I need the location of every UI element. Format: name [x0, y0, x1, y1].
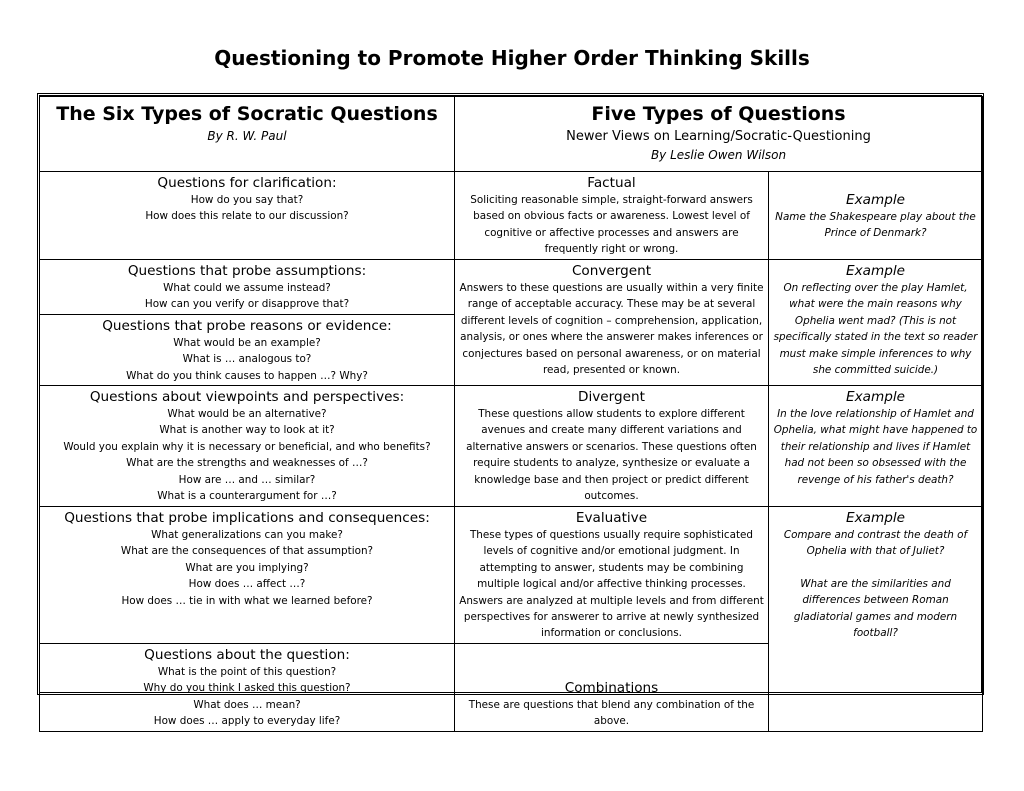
- socratic-line: How does … tie in with what we learned before?: [121, 594, 373, 607]
- socratic-cell-viewpoints: [40, 386, 455, 507]
- type-cell-convergent: [455, 260, 769, 386]
- type-name: Divergent: [578, 389, 645, 406]
- socratic-cell-question: [40, 643, 455, 731]
- left-header-title: The Six Types of Socratic Questions: [56, 103, 438, 125]
- example-label: Example: [846, 389, 905, 406]
- left-header-author: By R. W. Paul: [207, 129, 287, 143]
- socratic-line: What would be an alternative?: [167, 408, 327, 421]
- type-name: Combinations: [564, 680, 659, 697]
- right-header-subtitle: Newer Views on Learning/Socratic-Questioning: [566, 129, 871, 144]
- type-description: Soliciting reasonable simple, straight-forward answers based on obvious facts or awareness. Lowest level of cognitive or affective processes and answers are frequently right or wrong.: [470, 194, 753, 256]
- socratic-line: How does … affect …?: [188, 578, 306, 591]
- socratic-line: What are the strengths and weaknesses of …?: [126, 457, 368, 470]
- type-name: Evaluative: [575, 510, 648, 527]
- example-label: Example: [846, 263, 905, 279]
- type-cell-factual: [455, 172, 769, 260]
- example-cell-convergent: [769, 260, 983, 386]
- table-row: [40, 260, 983, 315]
- socratic-heading: Questions for clarification:: [157, 175, 337, 191]
- socratic-line: What do you think causes to happen …? Why?: [126, 369, 368, 382]
- example-text: Name the Shakespeare play about the Prince of Denmark?: [775, 210, 976, 239]
- socratic-line: Would you explain why it is necessary or beneficial, and who benefits?: [63, 440, 431, 453]
- example-text-2: What are the similarities and differences between Roman gladiatorial games and modern football?: [793, 577, 958, 640]
- socratic-line: What are the consequences of that assumption?: [120, 545, 374, 558]
- right-header-title: Five Types of Questions: [591, 103, 846, 125]
- socratic-cell-reasons: [40, 314, 455, 385]
- socratic-line: What would be an example?: [173, 336, 321, 349]
- type-cell-divergent: [455, 386, 769, 507]
- example-text: On reflecting over the play Hamlet, what were the main reasons why Ophelia went mad? (This is not specifically stated in the text so reader must make simple inferences to why she committed suicide.): [773, 282, 978, 377]
- socratic-line: What is another way to look at it?: [159, 424, 335, 437]
- left-header-cell: [40, 97, 455, 172]
- type-description: These types of questions usually require sophisticated levels of cognitive and/or emotional judgment. In attempting to answer, students may be combining multiple logical and/or affective thinking processes. Answers are analyzed at multiple levels and from different perspectives for answerer to arrive at newly synthesized information or conclusions.: [459, 529, 764, 640]
- socratic-line: How does this relate to our discussion?: [145, 210, 349, 223]
- socratic-line: What is a counterargument for …?: [157, 490, 337, 503]
- socratic-line: How can you verify or disapprove that?: [144, 298, 350, 311]
- type-cell-combinations: [455, 643, 769, 731]
- table-row: [40, 507, 983, 644]
- example-label: Example: [846, 510, 905, 527]
- socratic-cell-clarification: [40, 172, 455, 260]
- example-cell-evaluative: [769, 507, 983, 732]
- socratic-heading: Questions about viewpoints and perspectives:: [89, 389, 405, 406]
- socratic-heading: Questions that probe implications and consequences:: [64, 510, 430, 527]
- socratic-line: What generalizations can you make?: [151, 529, 343, 542]
- socratic-heading: Questions that probe assumptions:: [127, 263, 367, 279]
- socratic-line: What is the point of this question?: [157, 665, 337, 678]
- example-text: Compare and contrast the death of Ophelia with that of Juliet?: [783, 529, 968, 558]
- right-header-cell: [455, 97, 983, 172]
- socratic-heading: Questions that probe reasons or evidence:: [102, 317, 392, 334]
- socratic-line: How are … and … similar?: [178, 473, 316, 486]
- socratic-line: What is … analogous to?: [182, 353, 312, 366]
- socratic-line: What does … mean?: [193, 698, 301, 711]
- type-name: Convergent: [571, 263, 652, 279]
- table-row: [40, 172, 983, 260]
- socratic-line: How do you say that?: [190, 194, 304, 206]
- type-description: These questions allow students to explore different avenues and create many different variations and alternative answers or scenarios. These questions often require students to analyze, synthesize or evaluate a knowledge base and then project or predict different outcomes.: [466, 408, 757, 503]
- example-cell-factual: [769, 172, 983, 260]
- socratic-heading: Questions about the question:: [144, 646, 350, 663]
- socratic-cell-implications: [40, 507, 455, 644]
- example-label: Example: [846, 191, 905, 208]
- questions-table: [39, 96, 983, 732]
- page-title: Questioning to Promote Higher Order Thinking Skills: [214, 46, 810, 70]
- header-row: [40, 97, 983, 172]
- type-cell-evaluative: [455, 507, 769, 644]
- socratic-line: Why do you think I asked this question?: [143, 682, 351, 695]
- example-cell-divergent: [769, 386, 983, 507]
- type-description: These are questions that blend any combination of the above.: [468, 699, 755, 728]
- socratic-line: What are you implying?: [185, 561, 309, 574]
- example-text: In the love relationship of Hamlet and Ophelia, what might have happened to their relationship and lives if Hamlet had not been so obsessed with the revenge of his father's death?: [773, 408, 978, 486]
- socratic-line: How does … apply to everyday life?: [153, 715, 341, 728]
- table-row: [40, 386, 983, 507]
- right-header-author: By Leslie Owen Wilson: [650, 148, 787, 162]
- socratic-line: What could we assume instead?: [163, 282, 331, 294]
- socratic-cell-assumptions: [40, 260, 455, 315]
- type-description: Answers to these questions are usually within a very finite range of acceptable accuracy. These may be at several different levels of cognition – comprehension, application, analysis, or ones where the answerer makes inferences or conjectures based on personal awareness, or on material read, presented or known.: [459, 282, 764, 377]
- type-name: Factual: [587, 175, 636, 191]
